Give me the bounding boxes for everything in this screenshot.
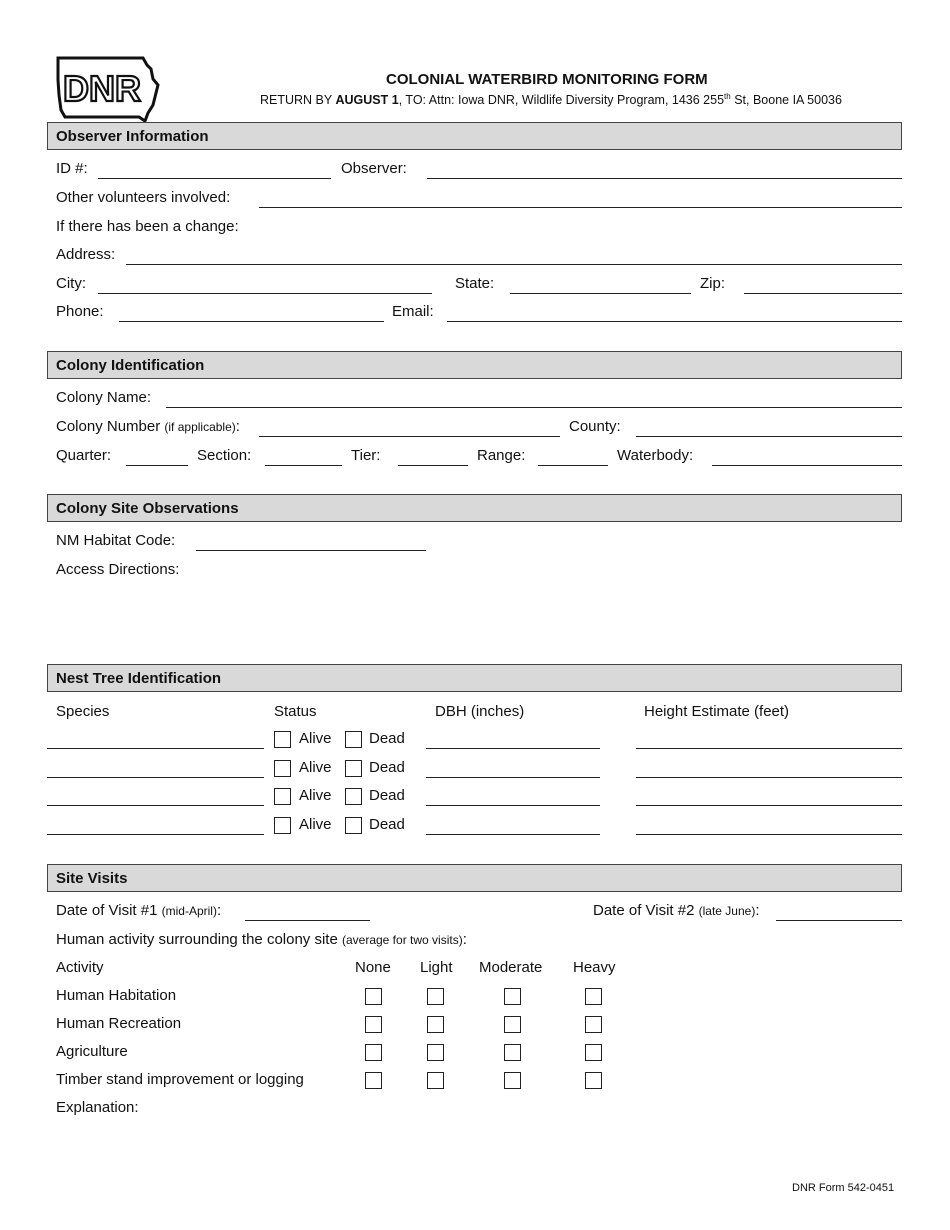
- address-field[interactable]: [126, 264, 902, 265]
- activity-label: Agriculture: [56, 1043, 128, 1060]
- level-header-moderate: Moderate: [479, 959, 543, 976]
- site-observations-section-header: Colony Site Observations: [47, 494, 902, 522]
- activity-heavy-checkbox[interactable]: [585, 1016, 602, 1033]
- quarter-field[interactable]: [126, 465, 188, 466]
- dbh-header: DBH (inches): [435, 703, 525, 720]
- level-header-none: None: [355, 959, 391, 976]
- colony-number-field[interactable]: [259, 436, 560, 437]
- dead-label: Dead: [369, 816, 405, 833]
- activity-heavy-checkbox[interactable]: [585, 1072, 602, 1089]
- activity-label: Human Habitation: [56, 987, 177, 1004]
- zip-label: Zip:: [700, 275, 726, 292]
- activity-light-checkbox[interactable]: [427, 1072, 444, 1089]
- city-field[interactable]: [98, 293, 432, 294]
- species-field[interactable]: [47, 748, 264, 749]
- waterbody-label: Waterbody:: [617, 447, 694, 464]
- height-field[interactable]: [636, 805, 902, 806]
- activity-header: Activity: [56, 959, 104, 976]
- dbh-field[interactable]: [426, 777, 600, 778]
- alive-label: Alive: [299, 787, 332, 804]
- activity-moderate-checkbox[interactable]: [504, 1016, 521, 1033]
- colony-number-label: Colony Number (if applicable):: [56, 418, 240, 435]
- activity-moderate-checkbox[interactable]: [504, 1044, 521, 1061]
- activity-label: Human Recreation: [56, 1015, 182, 1032]
- colony-name-label: Colony Name:: [56, 389, 152, 406]
- id-label: ID #:: [56, 160, 88, 177]
- state-label: State:: [455, 275, 495, 292]
- activity-none-checkbox[interactable]: [365, 1016, 382, 1033]
- dbh-field[interactable]: [426, 805, 600, 806]
- section-field[interactable]: [265, 465, 342, 466]
- explanation-label: Explanation:: [56, 1099, 139, 1116]
- activity-moderate-checkbox[interactable]: [504, 1072, 521, 1089]
- visit2-label: Date of Visit #2 (late June):: [593, 902, 760, 919]
- activity-none-checkbox[interactable]: [365, 988, 382, 1005]
- level-header-light: Light: [420, 959, 453, 976]
- colony-name-field[interactable]: [166, 407, 902, 408]
- form-number: DNR Form 542-0451: [792, 1182, 895, 1194]
- dead-checkbox[interactable]: [345, 788, 362, 805]
- dnr-logo: [55, 55, 160, 123]
- height-header: Height Estimate (feet): [644, 703, 790, 720]
- change-label: If there has been a change:: [56, 218, 239, 235]
- phone-field[interactable]: [119, 321, 384, 322]
- height-field[interactable]: [636, 777, 902, 778]
- observer-label: Observer:: [341, 160, 407, 177]
- activity-light-checkbox[interactable]: [427, 1016, 444, 1033]
- zip-field[interactable]: [744, 293, 902, 294]
- id-field[interactable]: [98, 178, 331, 179]
- dead-checkbox[interactable]: [345, 731, 362, 748]
- activity-light-checkbox[interactable]: [427, 1044, 444, 1061]
- dead-label: Dead: [369, 759, 405, 776]
- email-label: Email:: [392, 303, 434, 320]
- height-field[interactable]: [636, 748, 902, 749]
- level-header-heavy: Heavy: [573, 959, 616, 976]
- activity-none-checkbox[interactable]: [365, 1072, 382, 1089]
- habitat-code-label: NM Habitat Code:: [56, 532, 176, 549]
- iowa-outline-icon: [55, 55, 160, 123]
- activity-label: Timber stand improvement or logging: [56, 1071, 304, 1088]
- return-instructions: RETURN BY AUGUST 1, TO: Attn: Iowa DNR, Wildlife Diversity Program, 1436 255th St, Boone IA 50036: [260, 92, 842, 108]
- habitat-code-field[interactable]: [196, 550, 426, 551]
- colony-section-header: Colony Identification: [47, 351, 902, 379]
- tier-label: Tier:: [351, 447, 381, 464]
- nest-tree-section-header: Nest Tree Identification: [47, 664, 902, 692]
- dbh-field[interactable]: [426, 748, 600, 749]
- range-field[interactable]: [538, 465, 608, 466]
- dead-label: Dead: [369, 787, 405, 804]
- activity-heavy-checkbox[interactable]: [585, 988, 602, 1005]
- visit1-label: Date of Visit #1 (mid-April):: [56, 902, 222, 919]
- alive-checkbox[interactable]: [274, 817, 291, 834]
- observer-section-header: Observer Information: [47, 122, 902, 150]
- address-label: Address:: [56, 246, 116, 263]
- access-directions-label: Access Directions:: [56, 561, 180, 578]
- visit2-date-field[interactable]: [776, 920, 902, 921]
- form-title: COLONIAL WATERBIRD MONITORING FORM: [386, 71, 708, 88]
- alive-label: Alive: [299, 759, 332, 776]
- species-header: Species: [56, 703, 110, 720]
- species-field[interactable]: [47, 777, 264, 778]
- dead-checkbox[interactable]: [345, 760, 362, 777]
- species-field[interactable]: [47, 834, 264, 835]
- height-field[interactable]: [636, 834, 902, 835]
- human-activity-intro: Human activity surrounding the colony site (average for two visits):: [56, 931, 467, 948]
- email-field[interactable]: [447, 321, 902, 322]
- site-visits-section-header: Site Visits: [47, 864, 902, 892]
- status-header: Status: [274, 703, 317, 720]
- county-field[interactable]: [636, 436, 902, 437]
- city-label: City:: [56, 275, 86, 292]
- activity-none-checkbox[interactable]: [365, 1044, 382, 1061]
- dbh-field[interactable]: [426, 834, 600, 835]
- alive-label: Alive: [299, 730, 332, 747]
- volunteers-field[interactable]: [259, 207, 902, 208]
- alive-label: Alive: [299, 816, 332, 833]
- logo-text: DNR: [63, 68, 141, 109]
- phone-label: Phone:: [56, 303, 104, 320]
- section-label: Section:: [197, 447, 252, 464]
- volunteers-label: Other volunteers involved:: [56, 189, 231, 206]
- tier-field[interactable]: [398, 465, 468, 466]
- county-label: County:: [569, 418, 621, 435]
- dead-label: Dead: [369, 730, 405, 747]
- dead-checkbox[interactable]: [345, 817, 362, 834]
- state-field[interactable]: [510, 293, 691, 294]
- activity-moderate-checkbox[interactable]: [504, 988, 521, 1005]
- range-label: Range:: [477, 447, 526, 464]
- visit1-date-field[interactable]: [245, 920, 370, 921]
- quarter-label: Quarter:: [56, 447, 112, 464]
- alive-checkbox[interactable]: [274, 788, 291, 805]
- waterbody-field[interactable]: [712, 465, 902, 466]
- activity-heavy-checkbox[interactable]: [585, 1044, 602, 1061]
- alive-checkbox[interactable]: [274, 731, 291, 748]
- species-field[interactable]: [47, 805, 264, 806]
- observer-field[interactable]: [427, 178, 902, 179]
- alive-checkbox[interactable]: [274, 760, 291, 777]
- activity-light-checkbox[interactable]: [427, 988, 444, 1005]
